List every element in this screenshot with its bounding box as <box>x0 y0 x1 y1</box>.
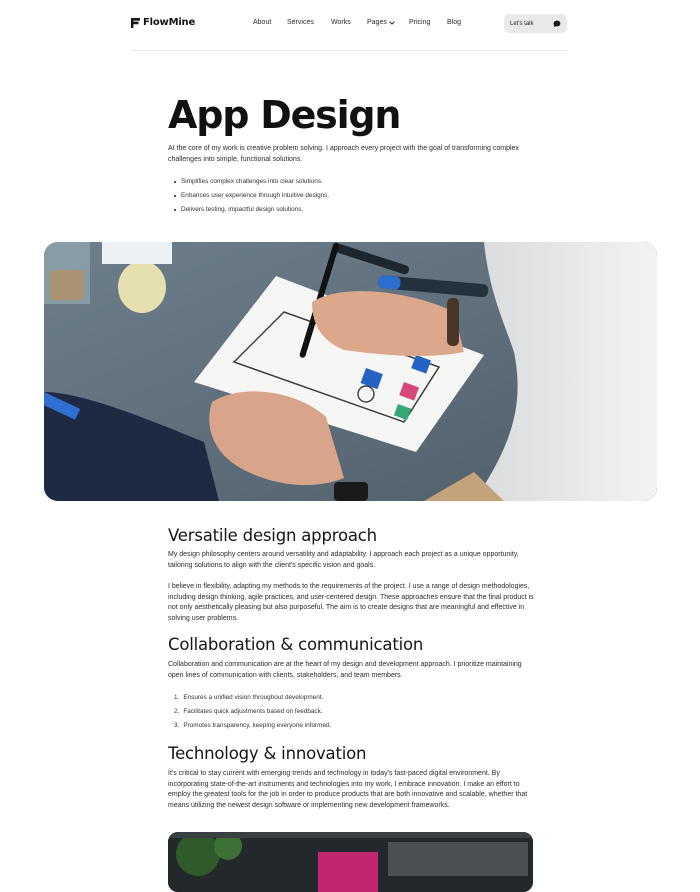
list-item <box>174 707 331 721</box>
list-item: Simplifies complex challenges into clear solutions. <box>173 177 329 191</box>
hero-bullet-list <box>173 177 329 219</box>
list-text: Ensures a unified vision throughout development. <box>183 694 324 701</box>
brand-name: FlowMine <box>143 17 196 28</box>
nav-item-blog[interactable]: Blog <box>447 19 462 26</box>
collaboration-list <box>174 693 331 736</box>
list-item <box>174 721 331 735</box>
list-item: Delivers testing, impactful design solutions. <box>173 205 329 219</box>
list-item: Enhances user experience through intuitive designs. <box>173 191 329 205</box>
nav-item-about[interactable]: About <box>253 19 272 26</box>
nav-item-pricing[interactable]: Pricing <box>409 19 431 26</box>
chevron-down-icon <box>389 21 395 25</box>
page-title: App Design <box>168 93 401 137</box>
list-number: 1. <box>174 694 180 701</box>
nav-item-services[interactable]: Services <box>287 19 314 26</box>
hero-intro: At the core of my work is creative problem solving. I approach every project with the goal of transforming complex challenges into simple, functional solutions. <box>168 145 519 163</box>
list-text: Facilitates quick adjustments based on feedback. <box>183 708 323 716</box>
section-title-collaboration: Collaboration & communication <box>168 635 424 654</box>
nav-item-works[interactable]: Works <box>331 19 351 26</box>
hero-photo <box>44 242 657 501</box>
technology-photo <box>168 832 533 892</box>
list-item <box>174 693 331 707</box>
technology-paragraph: It's critical to stay current with emerging trends and technology in today's fast-paced digital environment. By incorporating state-of-the-art instruments and technologies into my work, I embrace innovation. I make an effort to employ the greatest tools for the job in order to produce products that are both innovative and scalable, whether that means utilizing the newest design software or implementing new development frameworks. <box>168 770 528 809</box>
list-text: Promotes transparency, keeping everyone informed. <box>183 722 332 730</box>
collaboration-paragraph: Collaboration and communication are at the heart of my design and development approach. I prioritize maintaining open lines of communication with clients, stakeholders, and team members. <box>168 661 522 679</box>
list-number: 3. <box>174 722 180 730</box>
site-header <box>131 13 568 35</box>
section-title-versatile: Versatile design approach <box>168 526 377 545</box>
nav-item-pages[interactable] <box>367 19 395 26</box>
flowmine-logo-icon <box>131 18 140 28</box>
brand-logo[interactable] <box>131 17 195 28</box>
versatile-paragraph-2: I believe in flexibility, adapting my methods to the requirements of the project. I use a range of design methodologies, including design thinking, agile practices, and user-centered design. These approaches ensure that the final product is not only aesthetically pleasing but also purposeful. The aim is to create designs that are meaningful and effective in solving user problems. <box>168 583 534 622</box>
chat-bubble-icon <box>553 20 561 28</box>
list-number: 2. <box>174 708 180 716</box>
header-divider <box>131 50 568 51</box>
lets-talk-button[interactable] <box>504 14 567 33</box>
nav-item-pages-label: Pages <box>367 19 387 26</box>
lets-talk-label: Let's talk <box>510 20 534 27</box>
versatile-paragraph-1: My design philosophy centers around versatility and adaptability. I approach each project as a unique opportunity, tailoring solutions to align with the client's specific vision and goals. <box>168 551 519 569</box>
section-title-technology: Technology & innovation <box>168 744 367 763</box>
